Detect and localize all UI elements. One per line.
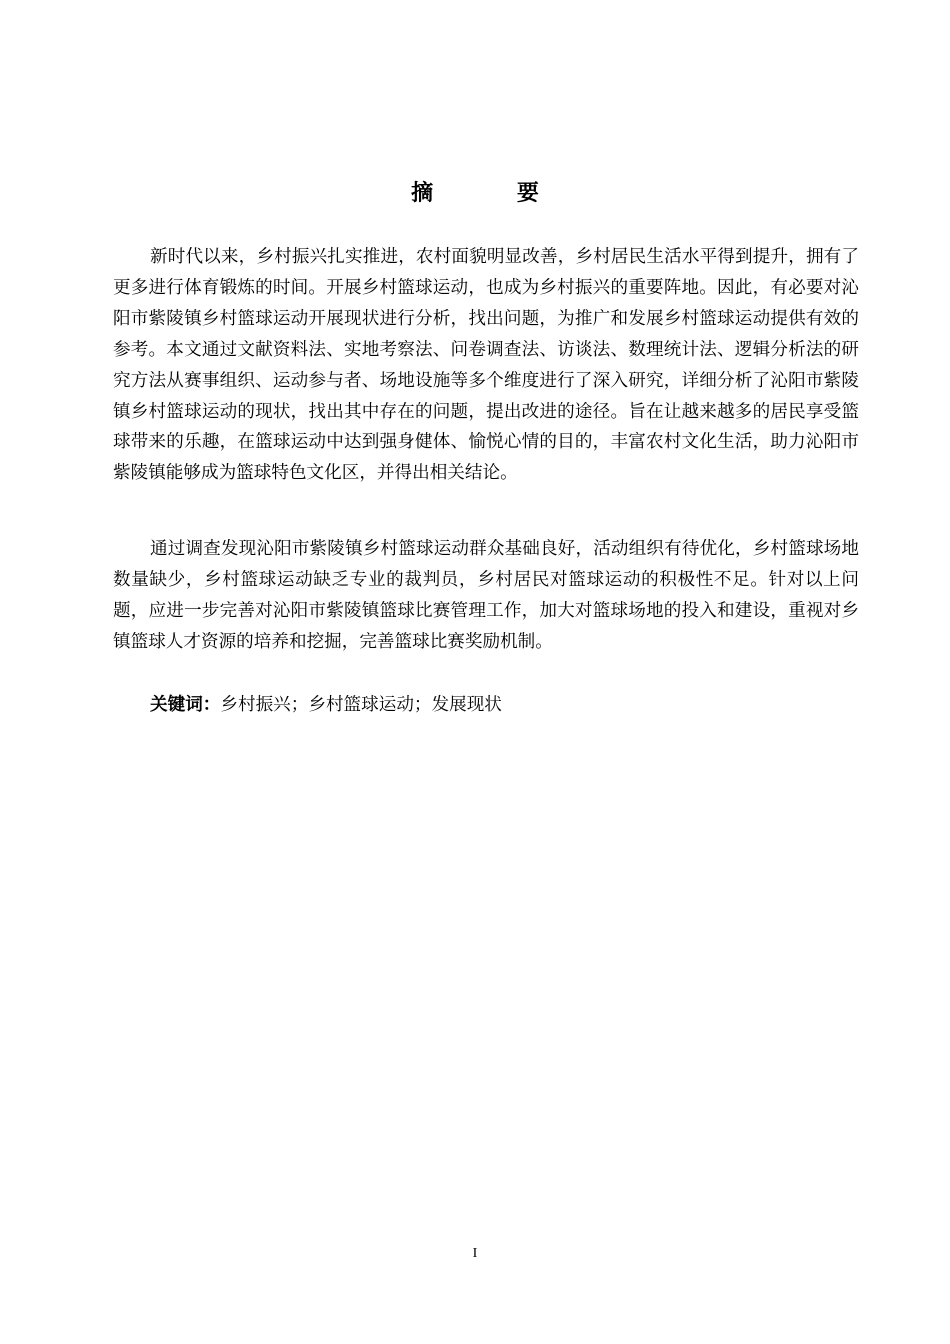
keywords-line — [150, 690, 502, 720]
keywords-text: 乡村振兴；乡村篮球运动；发展现状 — [220, 695, 502, 715]
keywords-label: 关键词： — [150, 695, 221, 715]
abstract-title: 摘 要 — [411, 181, 577, 206]
abstract-paragraph-2: 通过调查发现沁阳市紫陵镇乡村篮球运动群众基础良好，活动组织有待优化，乡村篮球场地数量缺少，乡村篮球运动缺乏专业的裁判员，乡村居民对篮球运动的积极性不足。针对以上问题，应进一步完善对沁阳市紫陵镇篮球比赛管理工作，加大对篮球场地的投入和建设，重视对乡镇篮球人才资源的培养和挖掘，完善篮球比赛奖励机制。 — [113, 539, 859, 652]
abstract-paragraph-1: 新时代以来，乡村振兴扎实推进，农村面貌明显改善，乡村居民生活水平得到提升，拥有了更多进行体育锻炼的时间。开展乡村篮球运动，也成为乡村振兴的重要阵地。因此，有必要对沁阳市紫陵镇乡村篮球运动开展现状进行分析，找出问题，为推广和发展乡村篮球运动提供有效的参考。本文通过文献资料法、实地考察法、问卷调查法、访谈法、数理统计法、逻辑分析法的研究方法从赛事组织、运动参与者、场地设施等多个维度进行了深入研究，详细分析了沁阳市紫陵镇乡村篮球运动的现状，找出其中存在的问题，提出改进的途径。旨在让越来越多的居民享受篮球带来的乐趣，在篮球运动中达到强身健体、愉悦心情的目的，丰富农村文化生活，助力沁阳市紫陵镇能够成为篮球特色文化区，并得出相关结论。 — [113, 247, 859, 484]
page-number: I — [472, 1246, 478, 1261]
